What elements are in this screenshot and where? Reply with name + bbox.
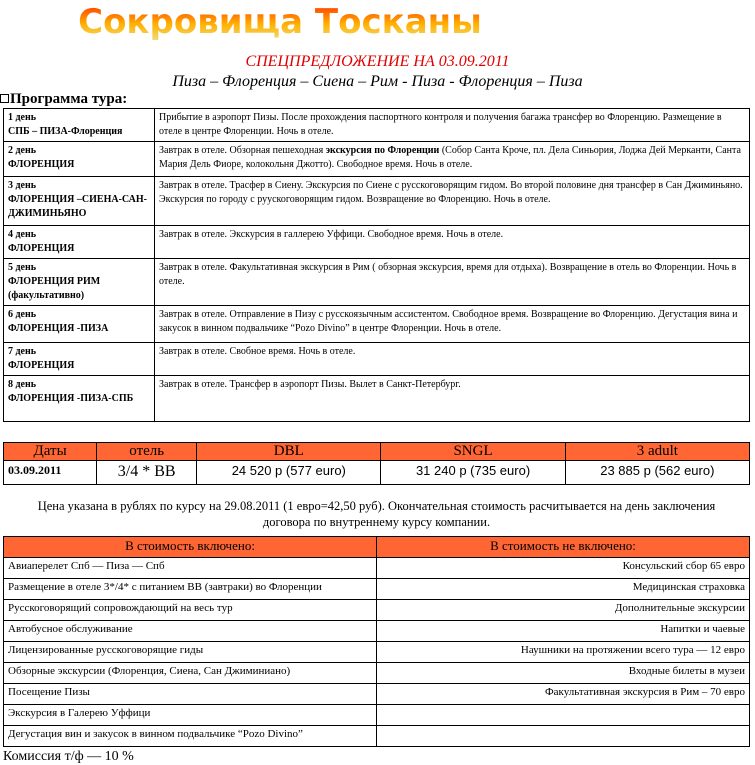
day-text: Завтрак в отеле. Экскурсия в галлерею Уффици. Свободное время. Ночь в отеле. (159, 229, 504, 240)
day-place: ФЛОРЕНЦИЯ -ПИЗА (8, 323, 109, 334)
day-text: Прибытие в аэропорт Пизы. После прохождения паспортного контроля и получения багажа трансфер во Флоренцию. Размещение в отеле в центре Флоренции. Ночь в отеле. (159, 112, 722, 137)
route-heading: Пиза – Флоренция – Сиена – Рим - Пиза - Флоренция – Пиза (172, 73, 583, 90)
price-table (3, 442, 750, 485)
price-note: Цена указана в рублях по курсу на 29.08.2011 (1 евро=42,50 руб). Окончательная стоимость расчитывается на день заключения договора по внутреннему курсу компании. (37, 499, 716, 529)
not-included-item (377, 726, 750, 747)
day-cell (4, 142, 155, 177)
day-cell (4, 306, 155, 343)
not-included-item: Медицинская страховка (377, 579, 750, 600)
table-move-handle-icon[interactable] (0, 94, 9, 103)
special-offer-heading: СПЕЦПРЕДЛОЖЕНИЕ НА 03.09.2011 (245, 53, 510, 70)
program-table (3, 108, 750, 422)
not-included-item: Дополнительные экскурсии (377, 600, 750, 621)
price-sngl: 31 240 р (735 euro) (381, 461, 565, 485)
day-description (155, 226, 750, 259)
included-item: Размещение в отеле 3*/4* с питанием BB (завтраки) во Флоренции (4, 579, 377, 600)
day-place: ФЛОРЕНЦИЯ -ПИЗА-СПБ (8, 393, 134, 404)
day-place: ФЛОРЕНЦИЯ РИМ (факультативно) (8, 276, 101, 301)
included-item: Дегустация вин и закусок в винном подвальчике “Pozo Divino” (4, 726, 377, 747)
day-text-bold: экскурсия по Флоренции (325, 145, 440, 156)
price-header: Даты (4, 443, 97, 461)
day-text: Завтрак в отеле. Свобное время. Ночь в отеле. (159, 346, 356, 357)
day-text: Завтрак в отеле. Трансфер в аэропорт Пизы. Вылет в Санкт-Петербург. (159, 379, 461, 390)
day-place: ФЛОРЕНЦИЯ (8, 243, 75, 254)
day-description (155, 142, 750, 177)
inclusions-row (4, 705, 750, 726)
day-number: 7 день (8, 346, 37, 357)
day-number: 4 день (8, 229, 37, 240)
not-included-item: Консульский сбор 65 евро (377, 558, 750, 579)
day-number: 8 день (8, 379, 37, 390)
day-number: 6 день (8, 309, 37, 320)
inclusions-row (4, 726, 750, 747)
inclusions-table (3, 536, 750, 747)
day-cell (4, 259, 155, 306)
included-item: Русскоговорящий сопровождающий на весь тур (4, 600, 377, 621)
day-description (155, 259, 750, 306)
inclusions-row (4, 621, 750, 642)
day-number: 5 день (8, 262, 37, 273)
day-text: (Собор Санта Кроче, пл. Дела Синьория, Лоджа Дей Мерканти, Санта Мария Дель Фиоре, колокольня Джотто). Свободное время. Ночь в отеле. (159, 145, 741, 170)
not-included-item: Напитки и чаевые (377, 621, 750, 642)
price-3adult: 23 885 р (562 euro) (565, 461, 749, 485)
day-number: 1 день (8, 112, 37, 123)
day-description (155, 177, 750, 226)
not-included-item: Входные билеты в музеи (377, 663, 750, 684)
inclusions-row (4, 579, 750, 600)
included-item: Посещение Пизы (4, 684, 377, 705)
day-cell (4, 109, 155, 142)
inclusions-row (4, 663, 750, 684)
day-place: ФЛОРЕНЦИЯ (8, 360, 75, 371)
program-row (4, 109, 750, 142)
included-item: Автобусное обслуживание (4, 621, 377, 642)
commission-text: Комиссия т/ф — 10 % (3, 749, 134, 764)
included-item: Авиаперелет Спб — Пиза — Спб (4, 558, 377, 579)
not-included-item (377, 705, 750, 726)
day-place: ФЛОРЕНЦИЯ (8, 159, 75, 170)
day-cell (4, 343, 155, 376)
document-body (3, 108, 750, 765)
day-text: Завтрак в отеле. Обзорная пешеходная (159, 145, 326, 156)
program-label (0, 91, 127, 108)
program-label-text: Программа тура: (10, 91, 128, 107)
day-text: Завтрак в отеле. Трасфер в Сиену. Экскурсия по Сиене с русскоговорящим гидом. Во второй половине дня трансфер в Сан Джиминьяно. Экскурсия по городу с руускоговорящим гидом. Возвращение во Флоренцию. Ночь в отеле. (159, 180, 743, 205)
day-text: Завтрак в отеле. Отправление в Пизу с русскоязычным ассистентом. Свободное время. Возвращение во Флоренцию. Дегустация вина и закусок в винном подвальчике “Pozo Divino” в центре Флоренции. Ночь в отеле. (159, 309, 738, 334)
day-cell (4, 177, 155, 226)
day-cell (4, 376, 155, 422)
price-header: 3 adult (565, 443, 749, 461)
included-item: Лицензированные русскоговорящие гиды (4, 642, 377, 663)
program-row (4, 226, 750, 259)
inclusions-row (4, 642, 750, 663)
price-date: 03.09.2011 (4, 461, 97, 485)
price-header: отель (97, 443, 197, 461)
included-item: Экскурсия в Галерею Уффици (4, 705, 377, 726)
price-header: DBL (197, 443, 381, 461)
program-row (4, 343, 750, 376)
day-description (155, 306, 750, 343)
included-item: Обзорные экскурсии (Флоренция, Сиена, Сан Джиминиано) (4, 663, 377, 684)
price-hotel: 3/4 * BB (97, 461, 197, 485)
day-description (155, 109, 750, 142)
day-place: ФЛОРЕНЦИЯ –СИЕНА-САН-ДЖИМИНЬЯНО (8, 194, 147, 219)
program-row (4, 376, 750, 422)
program-row (4, 306, 750, 343)
day-number: 3 день (8, 180, 37, 191)
not-included-header: В стоимость не включено: (377, 537, 750, 558)
price-header: SNGL (381, 443, 565, 461)
price-dbl: 24 520 р (577 euro) (197, 461, 381, 485)
inclusions-row (4, 558, 750, 579)
inclusions-row (4, 684, 750, 705)
inclusions-header-row (4, 537, 750, 558)
day-description (155, 343, 750, 376)
price-header-row (4, 443, 750, 461)
program-row (4, 142, 750, 177)
not-included-item: Факультативная экскурсия в Рим – 70 евро (377, 684, 750, 705)
day-cell (4, 226, 155, 259)
price-row (4, 461, 750, 485)
logo-title: Сокровища Тосканы (20, 2, 540, 42)
program-row (4, 259, 750, 306)
included-header: В стоимость включено: (4, 537, 377, 558)
program-row (4, 177, 750, 226)
day-place: СПБ – ПИЗА-Флоренция (8, 126, 123, 137)
day-description (155, 376, 750, 422)
inclusions-row (4, 600, 750, 621)
not-included-item: Наушники на протяжении всего тура — 12 евро (377, 642, 750, 663)
day-number: 2 день (8, 145, 37, 156)
day-text: Завтрак в отеле. Факультативная экскурсия в Рим ( обзорная экскурсия, время для отдыха). Возвращение в отель во Флоренции. Ночь в отеле. (159, 262, 737, 287)
